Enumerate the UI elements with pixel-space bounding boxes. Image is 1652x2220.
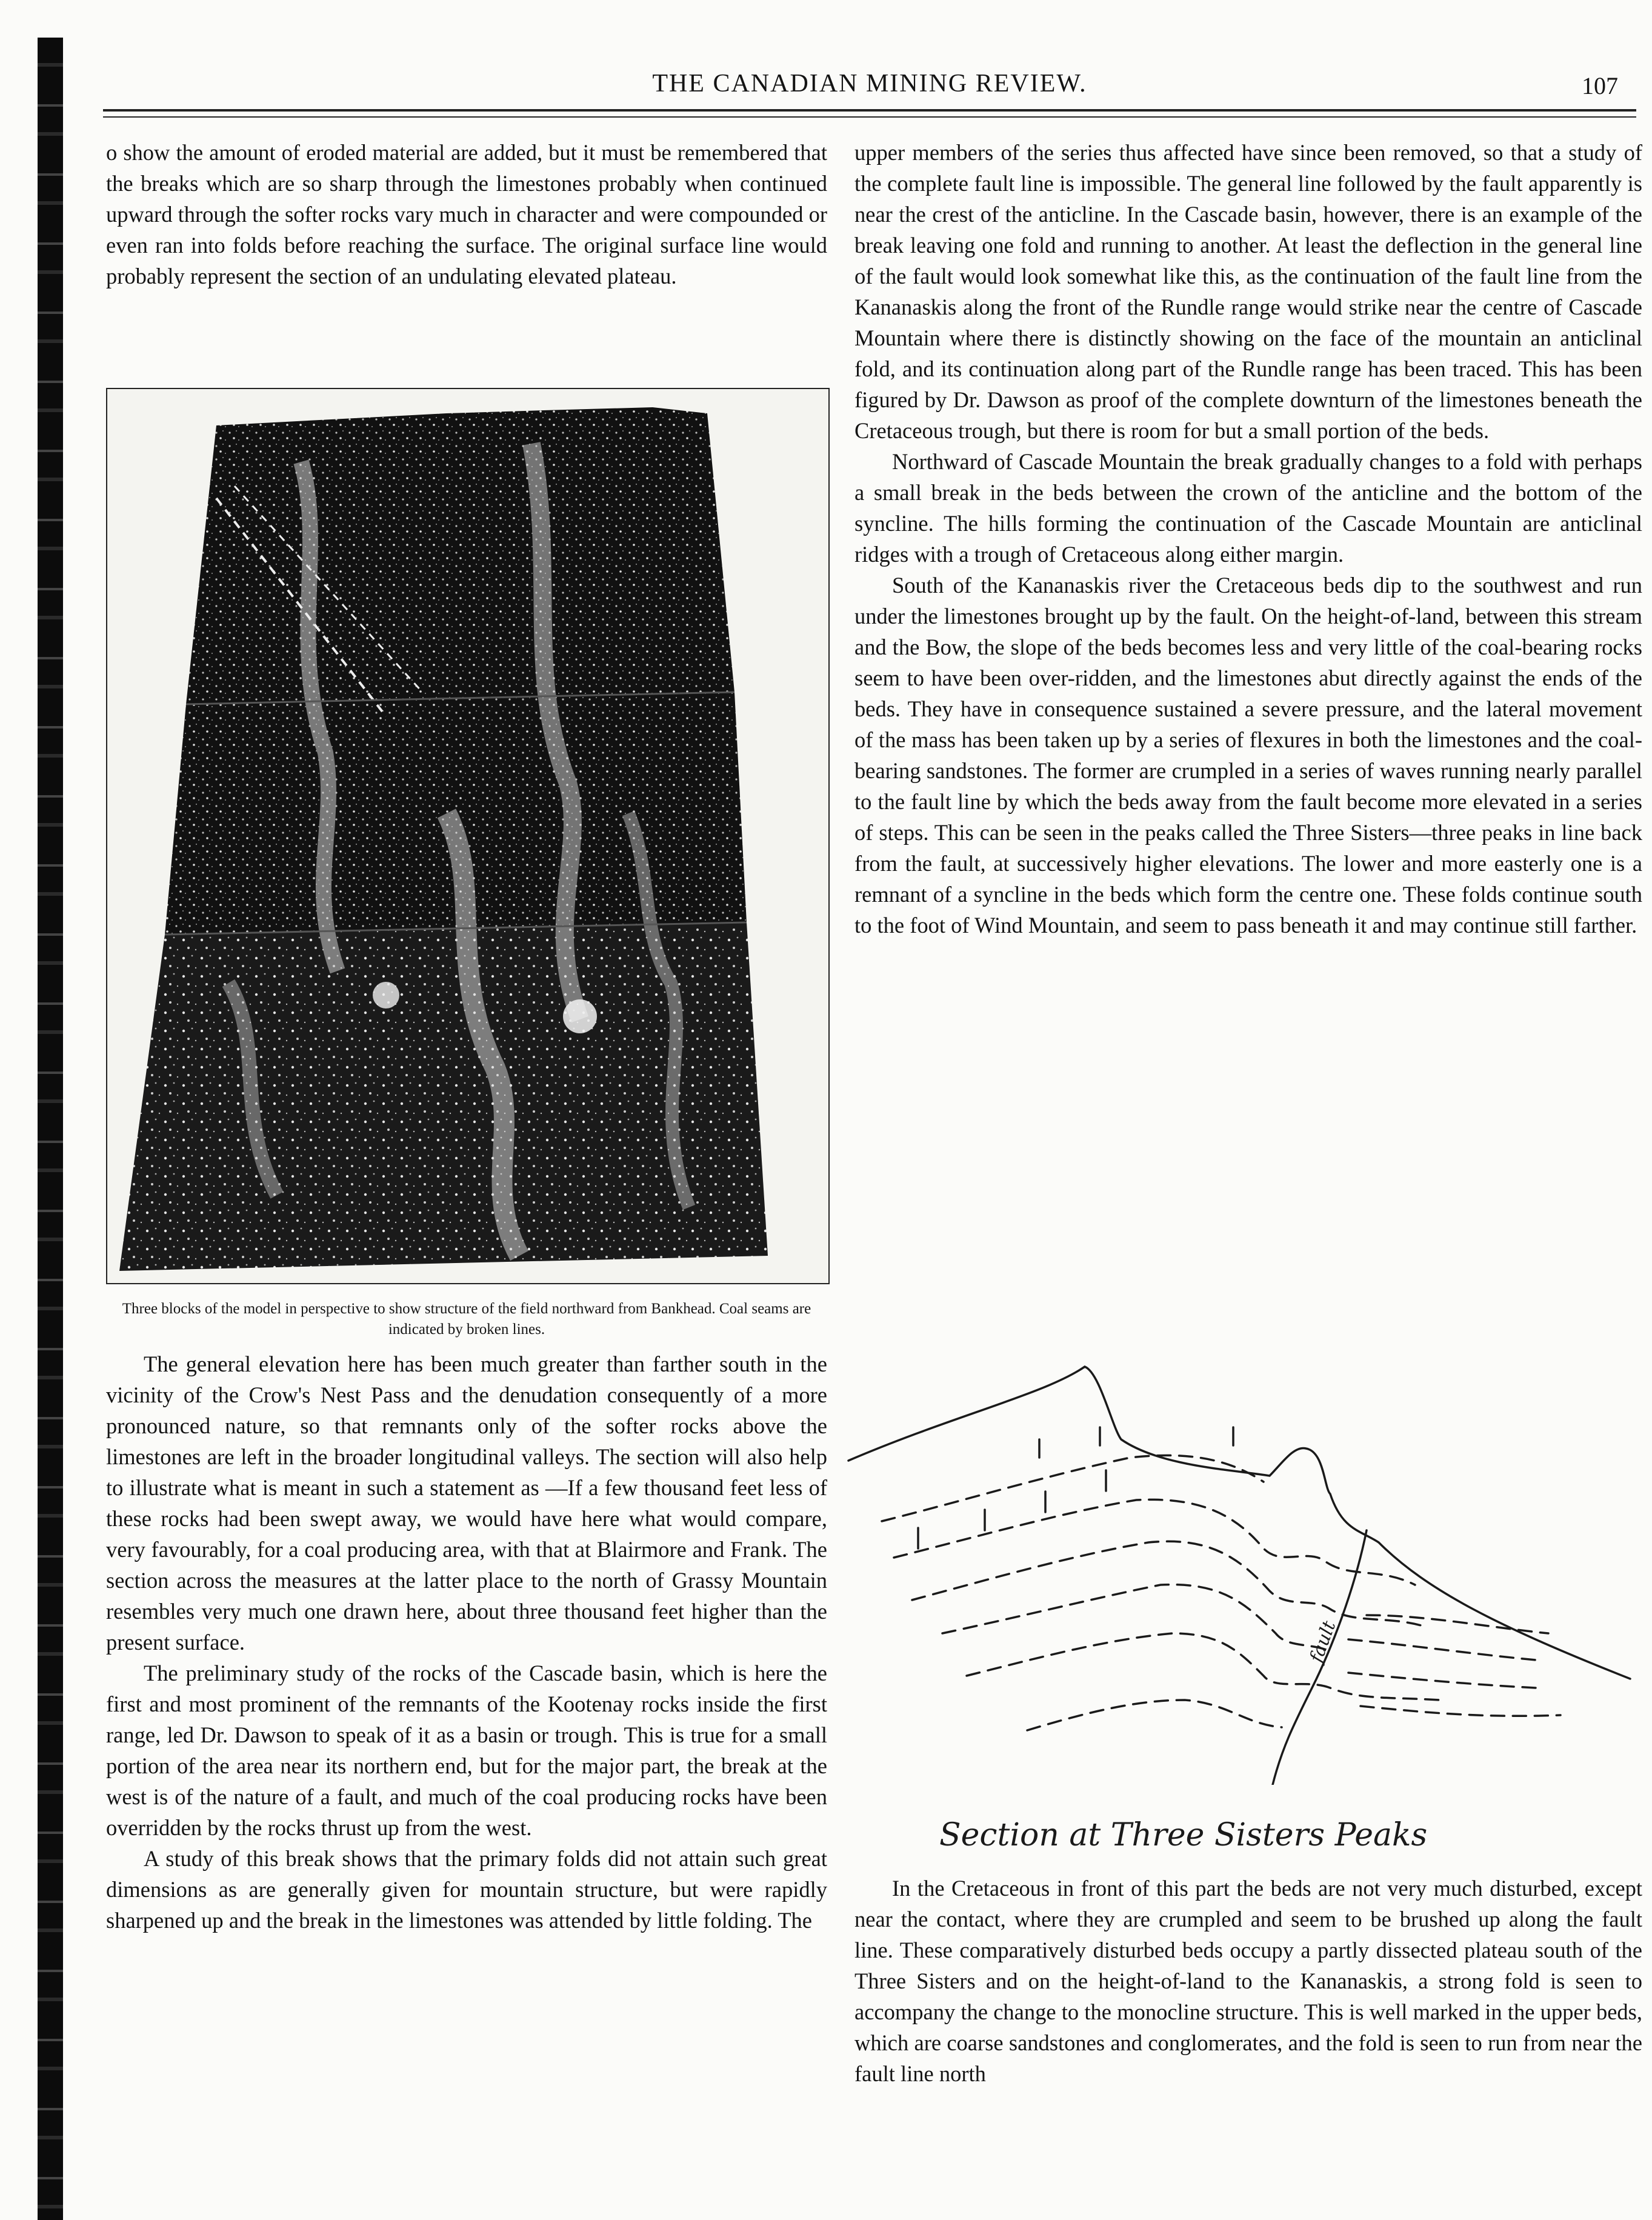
- right-column-top: [854, 137, 1642, 941]
- sketch-caption: Section at Three Sisters Peaks: [939, 1817, 1428, 1853]
- figure-caption: Three blocks of the model in perspective to show structure of the field northward from Bankhead. Coal seams are indicated by broken lines.: [122, 1301, 811, 1338]
- paragraph: In the Cretaceous in front of this part the beds are not very much disturbed, except near the contact, where they are crumpled and seem to be brushed up along the fault line. These comparatively disturbed beds occupy a partly dissected plateau south of the Three Sisters and on the height-of-land to the Kananaskis, a strong fold is seen to accompany the change to the monocline structure. This is well marked in the upper beds, which are coarse sandstones and conglomerates, and the fold is seen to run from near the fault line north: [854, 1876, 1642, 2086]
- running-title: THE CANADIAN MINING REVIEW.: [652, 70, 1087, 98]
- header-rule-thin: [103, 116, 1636, 118]
- paragraph: South of the Kananaskis river the Cretaceous beds dip to the southwest and run under the limestones brought up by the fault. On the height-of-land, between this stream and the Bow, the slope of the beds becomes less and very little of the coal-bearing rocks seem to have been over-ridden, and the limestones abut directly against the ends of the beds. They have in consequence sustained a severe pressure, and the lateral movement of the mass has been taken up by a series of flexures in both the limestones and the coal-bearing sandstones. The former are crumpled in a series of waves running nearly parallel to the fault line by which the beds away from the fault become more elevated in a series of steps. This can be seen in the peaks called the Three Sisters—three peaks in line back from the fault, at successively higher elevations. The lower and more easterly one is a remnant of a syncline in the beds which form the centre one. These folds continue south to the foot of Wind Mountain, and seem to pass beneath it and may continue still farther.: [854, 573, 1642, 938]
- right-column-bottom: [854, 1873, 1642, 2089]
- paragraph: The preliminary study of the rocks of the Cascade basin, which is here the first and most prominent of the remnants of the Kootenay rocks inside the first range, led Dr. Dawson to speak of it as a basin or trough. This is true for a small portion of the area near its northern end, but for the major part, the break at the west is of the nature of a fault, and much of the coal producing rocks have been overridden by the rocks thrust up from the west.: [106, 1661, 827, 1840]
- paragraph: The general elevation here has been much greater than farther south in the vicinity of the Crow's Nest Pass and the denudation consequently of a more pronounced nature, so that remnants only of the softer rocks above the limestones are left in the broader longitudinal valleys. The section will also help to illustrate what is meant in such a statement as —If a few thousand feet less of these rocks had been swept away, we would have here what would compare, very favourably, for a coal producing area, with that at Blairmore and Frank. The section across the measures at the latter place to the north of Grassy Mountain resembles very much one drawn here, about three thousand feet higher than the present surface.: [106, 1352, 827, 1655]
- left-column-top: [106, 137, 827, 292]
- paragraph: A study of this break shows that the primary folds did not attain such great dimensions as are generally given for mountain structure, but were rapidly sharpened up and the break in the limestones was attended by little folding. The: [106, 1846, 827, 1933]
- paragraph: Northward of Cascade Mountain the break gradually changes to a fold with perhaps a small break in the beds between the crown of the anticline and the bottom of the syncline. The hills forming the continuation of the Cascade Mountain are anticlinal ridges with a trough of Cretaceous along either margin.: [854, 449, 1642, 567]
- section-drawing: [845, 1348, 1633, 1785]
- paragraph: upper members of the series thus affected have since been removed, so that a study of the complete fault line is impossible. The general line followed by the fault apparently is near the crest of the anticline. In the Cascade basin, however, there is an example of the break leaving one fold and running to another. At least the deflection in the general line of the fault would look somewhat like this, as the continuation of the fault line from the Kananaskis along the front of the Rundle range would strike near the centre of Cascade Mountain where there is distinctly showing on the face of the mountain an anticlinal fold, and its continuation along part of the Rundle range has been traced. This has been figured by Dr. Dawson as proof of the complete downturn of the limestones beneath the Cretaceous trough, but there is room for but a small portion of the beds.: [854, 140, 1642, 443]
- three-sisters-section-sketch: [845, 1348, 1633, 1785]
- header-rule: [103, 109, 1636, 112]
- model-photograph: [106, 388, 830, 1284]
- page-number: 107: [1582, 72, 1618, 99]
- left-column-bottom: [106, 1348, 827, 1936]
- sketch-caption-box: [909, 1803, 1576, 1870]
- handwritten-caption: [909, 1803, 1576, 1870]
- fault-label: fault: [1305, 1618, 1341, 1665]
- page-header: [103, 61, 1636, 109]
- page-binding-edge: [38, 38, 63, 2220]
- model-blocks-illustration: [107, 389, 828, 1283]
- paragraph: o show the amount of eroded material are added, but it must be remembered that the breaks which are so sharp through the limestones probably when continued upward through the softer rocks vary much in character and were compounded or even ran into folds before reaching the surface. The original surface line would probably represent the section of an undulating elevated plateau.: [106, 140, 827, 288]
